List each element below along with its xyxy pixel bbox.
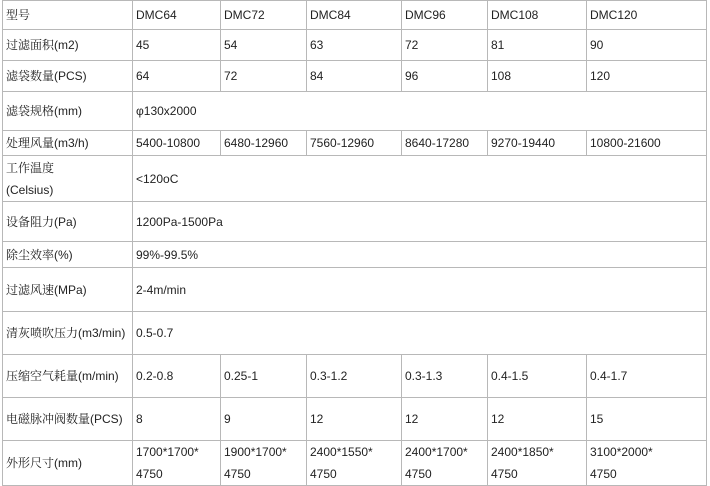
table-cell: 54 [221, 30, 307, 61]
spanned-cell: 0.5-0.7 [133, 312, 707, 355]
table-cell: 96 [402, 61, 488, 92]
header-cell: DMC84 [307, 1, 402, 30]
header-cell: DMC108 [488, 1, 587, 30]
header-cell: DMC64 [133, 1, 221, 30]
spanned-cell: 1200Pa-1500Pa [133, 202, 707, 242]
table-row [3, 268, 707, 312]
table-cell: 15 [587, 398, 707, 441]
table-cell: 0.4-1.7 [587, 355, 707, 398]
table-row [3, 398, 707, 441]
table-cell: 63 [307, 30, 402, 61]
table-row [3, 355, 707, 398]
table-cell: 64 [133, 61, 221, 92]
table-row [3, 131, 707, 156]
table-cell: 90 [587, 30, 707, 61]
row-label: 清灰喷吹压力(m3/min) [3, 312, 133, 355]
table-cell: 72 [402, 30, 488, 61]
table-cell: 8640-17280 [402, 131, 488, 156]
table-cell: 8 [133, 398, 221, 441]
table-cell: 10800-21600 [587, 131, 707, 156]
row-label: 外形尺寸(mm) [3, 441, 133, 486]
table-row [3, 61, 707, 92]
table-cell: 1900*1700* 4750 [221, 441, 307, 486]
table-row [3, 156, 707, 202]
row-label: 滤袋规格(mm) [3, 92, 133, 131]
header-cell: DMC96 [402, 1, 488, 30]
table-cell: 72 [221, 61, 307, 92]
table-cell: 2400*1850* 4750 [488, 441, 587, 486]
table-cell: 0.3-1.3 [402, 355, 488, 398]
table-cell: 81 [488, 30, 587, 61]
row-label: 滤袋数量(PCS) [3, 61, 133, 92]
table-row [3, 92, 707, 131]
table-cell: 1700*1700* 4750 [133, 441, 221, 486]
table-cell: 9270-19440 [488, 131, 587, 156]
table-cell: 45 [133, 30, 221, 61]
table-cell: 7560-12960 [307, 131, 402, 156]
table-cell: 3100*2000* 4750 [587, 441, 707, 486]
spanned-cell: φ130x2000 [133, 92, 707, 131]
table-cell: 2400*1700* 4750 [402, 441, 488, 486]
spec-table [2, 0, 707, 486]
table-cell: 120 [587, 61, 707, 92]
table-cell: 0.25-1 [221, 355, 307, 398]
row-label: 工作温度 (Celsius) [3, 156, 133, 202]
row-label: 电磁脉冲阀数量(PCS) [3, 398, 133, 441]
table-cell: 12 [307, 398, 402, 441]
row-label: 除尘效率(%) [3, 242, 133, 268]
header-cell: DMC72 [221, 1, 307, 30]
row-label: 过滤面积(m2) [3, 30, 133, 61]
table-cell: 84 [307, 61, 402, 92]
row-label: 过滤风速(MPa) [3, 268, 133, 312]
table-cell: 2400*1550* 4750 [307, 441, 402, 486]
table-cell: 12 [402, 398, 488, 441]
table-row [3, 30, 707, 61]
table-row [3, 312, 707, 355]
row-label: 压缩空气耗量(m/min) [3, 355, 133, 398]
table-cell: 12 [488, 398, 587, 441]
table-cell: 9 [221, 398, 307, 441]
table-cell: 108 [488, 61, 587, 92]
spanned-cell: 99%-99.5% [133, 242, 707, 268]
row-label: 处理风量(m3/h) [3, 131, 133, 156]
spanned-cell: 2-4m/min [133, 268, 707, 312]
table-cell: 6480-12960 [221, 131, 307, 156]
table-row [3, 242, 707, 268]
header-cell-model: 型号 [3, 1, 133, 30]
header-cell: DMC120 [587, 1, 707, 30]
header-row [3, 1, 707, 30]
spanned-cell: <120oC [133, 156, 707, 202]
table-row [3, 441, 707, 486]
table-cell: 0.3-1.2 [307, 355, 402, 398]
table-row [3, 202, 707, 242]
table-cell: 0.4-1.5 [488, 355, 587, 398]
table-cell: 5400-10800 [133, 131, 221, 156]
row-label: 设备阻力(Pa) [3, 202, 133, 242]
table-cell: 0.2-0.8 [133, 355, 221, 398]
